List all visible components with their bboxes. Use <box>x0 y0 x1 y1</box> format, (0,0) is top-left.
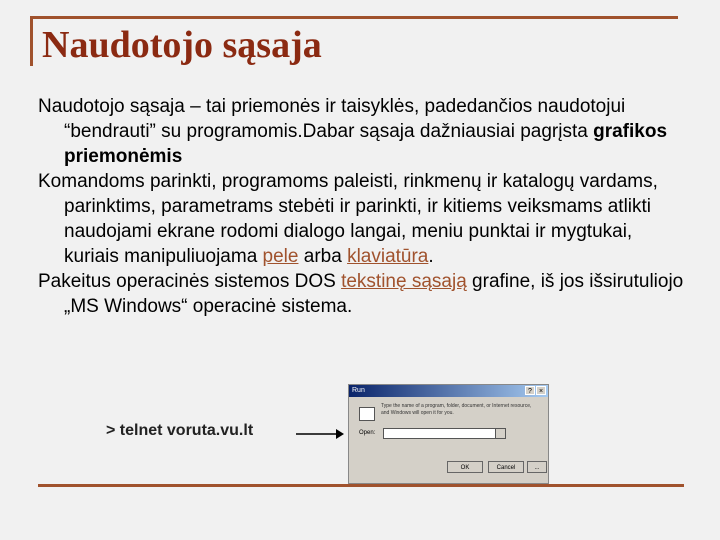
page-title: Naudotojo sąsaja <box>42 24 322 66</box>
run-description: Type the name of a program, folder, document, or Internet resource, and Windows will open it for you. <box>381 403 532 416</box>
paragraph-1-bold: grafikos priemonėmis <box>64 121 668 167</box>
paragraph-2 <box>38 169 688 269</box>
help-button[interactable]: ? <box>525 386 535 395</box>
open-input[interactable] <box>383 428 497 439</box>
chevron-down-icon[interactable] <box>495 428 506 439</box>
browse-button[interactable]: ... <box>527 461 547 473</box>
run-dialog-titlebar[interactable] <box>349 385 548 397</box>
run-program-icon <box>359 407 375 421</box>
ok-button[interactable]: OK <box>447 461 483 473</box>
cancel-button[interactable]: Cancel <box>488 461 524 473</box>
paragraph-3 <box>38 269 688 319</box>
paragraph-1-text: Naudotojo sąsaja – tai priemonės ir taisyklės, padedančios naudotojui “bendrauti” su programomis.Dabar sąsaja dažniausiai pagrįsta <box>38 96 626 142</box>
run-dialog <box>348 384 549 484</box>
paragraph-3-end: grafine, iš jos išsirutuliojo „MS Windows“ operacinė sistema. <box>64 271 684 317</box>
run-dialog-title: Run <box>352 387 365 394</box>
arrow-icon <box>296 424 344 444</box>
slide-body <box>38 94 688 319</box>
link-klaviatura[interactable]: klaviatūra <box>347 246 429 267</box>
open-label: Open: <box>359 430 376 436</box>
paragraph-1 <box>38 94 688 169</box>
telnet-command: > telnet voruta.vu.lt <box>106 422 254 439</box>
link-pele[interactable]: pele <box>262 246 299 267</box>
paragraph-2-end: . <box>428 246 434 267</box>
link-tekstine-sasaja[interactable]: tekstinę sąsają <box>341 271 467 292</box>
title-frame-top <box>30 16 678 19</box>
paragraph-2-text: Komandoms parinkti, programoms paleisti, rinkmenų ir katalogų vardams, parinktims, parametrams stebėti ir parinkti, ir kitiems veiksmams atlikti naudojami ekrane rodomi dialogo langai, meniu punktai ir mygtukai, kuriais manipuliuojama <box>38 171 658 267</box>
paragraph-3-text: Pakeitus operacinės sistemos DOS <box>38 271 342 292</box>
paragraph-2-mid: arba <box>298 246 348 267</box>
bottom-divider <box>38 484 684 487</box>
title-frame-left <box>30 16 33 66</box>
close-button[interactable]: × <box>536 386 546 395</box>
